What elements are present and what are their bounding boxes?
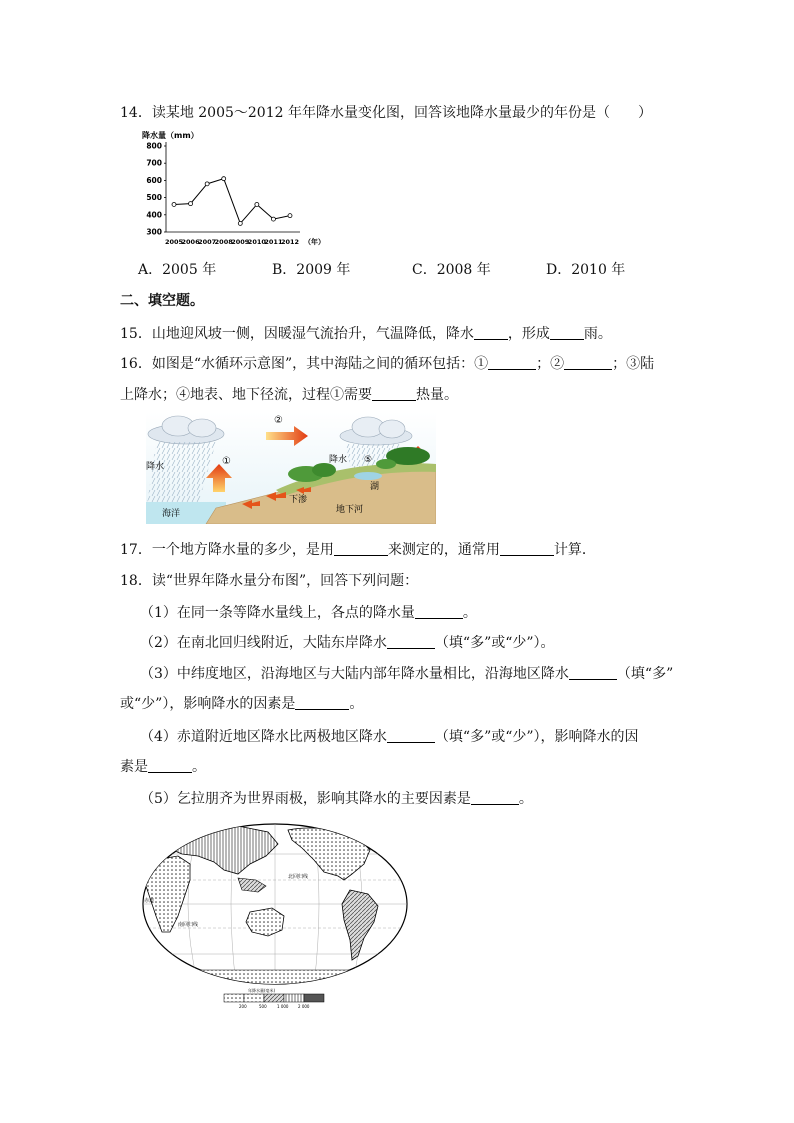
choice-d[interactable]: D．2010 年: [546, 262, 626, 278]
lake-label: 湖: [370, 482, 380, 492]
precipitation-line-chart: [140, 128, 340, 248]
australia: [246, 908, 284, 936]
equator-label: 赤道: [144, 898, 155, 904]
chart-xlabel: （年）: [304, 238, 325, 246]
rain-left-label: 降水: [146, 462, 165, 472]
x-tick-label: 2007: [198, 238, 217, 246]
legend-title: 年降水量(毫米): [248, 988, 276, 993]
q18-s3-cont: 或“少”），影响降水的因素是 。: [120, 696, 364, 712]
choice-b[interactable]: B．2009 年: [272, 262, 351, 278]
q15: 15．山地迎风坡一侧，因暖湿气流抬升，气温降低，降水 ，形成 雨。: [120, 326, 612, 342]
data-point: [205, 182, 209, 186]
series-line: [174, 179, 290, 224]
x-tick-label: 2006: [181, 238, 200, 246]
q14-choices: [138, 259, 658, 279]
legend-value-500: 500: [259, 1004, 267, 1009]
y-tick-label: 700: [146, 158, 162, 168]
antarctica: [138, 970, 412, 990]
x-tick-label: 2009: [231, 238, 250, 246]
y-tick-label: 600: [146, 175, 162, 185]
q14-text: 14．读某地 2005～2012 年年降水量变化图，回答该地降水量最少的年份是（ ）: [120, 105, 652, 121]
x-tick-label: 2012: [280, 238, 300, 246]
q18-text: 18．读“世界年降水量分布图”，回答下列问题：: [120, 573, 419, 589]
data-point: [271, 217, 275, 221]
q18-s2: （2）在南北回归线附近，大陆东岸降水 （填“多”或“少”）。: [140, 635, 555, 651]
y-tick-label: 300: [146, 227, 162, 237]
legend-value-2000: 2 000: [298, 1004, 310, 1009]
q17: 17．一个地方降水量的多少，是用 来测定的，通常用 计算．: [120, 542, 596, 558]
south-tropic-label: 南回归线: [178, 922, 199, 928]
q18-s4-cont: 素是 。: [120, 759, 206, 775]
blank[interactable]: [387, 728, 435, 743]
q18-s3: （3）中纬度地区，沿海地区与大陆内部年降水量相比，沿海地区降水 （填“多”: [140, 666, 674, 682]
y-tick-label: 800: [146, 141, 162, 151]
x-tick-label: 2010: [247, 238, 266, 246]
blank[interactable]: [334, 541, 388, 556]
water-cycle-diagram: [146, 412, 436, 524]
y-tick-label: 500: [146, 193, 162, 203]
y-tick-label: 400: [146, 210, 162, 220]
legend-value-200: 200: [239, 1004, 247, 1009]
blank[interactable]: [372, 386, 416, 401]
num2-label: ②: [274, 415, 283, 426]
x-tick-label: 2008: [214, 238, 233, 246]
blank[interactable]: [550, 325, 584, 340]
blank[interactable]: [387, 634, 435, 649]
blank[interactable]: [488, 355, 536, 370]
q18-s5: （5）乞拉朋齐为世界雨极，影响其降水的主要因素是 。: [140, 791, 533, 807]
underground-river-label: 地下河: [336, 505, 364, 515]
ocean-label: 海洋: [162, 509, 181, 519]
blank[interactable]: [148, 758, 192, 773]
blank[interactable]: [474, 325, 508, 340]
seep-label: 下渗: [289, 495, 308, 505]
data-point: [238, 221, 242, 225]
choice-c[interactable]: C．2008 年: [412, 262, 491, 278]
data-point: [189, 202, 193, 206]
data-point: [255, 202, 259, 206]
chart-ylabel: 降水量（mm）: [142, 131, 199, 140]
north-tropic-label: 北回归线: [288, 874, 309, 880]
blank[interactable]: [295, 695, 349, 710]
data-point: [172, 202, 176, 206]
q18-s1: （1）在同一条等降水量线上，各点的降水量 。: [140, 605, 477, 621]
lake: [354, 472, 382, 480]
map-legend: [224, 987, 324, 1009]
blank[interactable]: [564, 355, 612, 370]
num1-label: ①: [222, 456, 231, 467]
q16-line1: 16．如图是“水循环示意图”，其中海陆之间的循环包括：① ；② ；③陆: [120, 356, 655, 372]
num5-label: ⑤: [364, 455, 373, 465]
rain-right-label: 降水: [329, 455, 348, 465]
world-precipitation-map: [138, 820, 412, 1016]
choice-a[interactable]: A．2005 年: [138, 262, 217, 278]
legend-value-1000: 1 000: [277, 1004, 289, 1009]
q16-line2: 上降水；④地表、地下径流，过程①需要 热量。: [120, 387, 458, 403]
x-tick-label: 2005: [164, 238, 184, 246]
section-title: 二、填空题。: [120, 293, 204, 309]
blank[interactable]: [415, 604, 463, 619]
x-tick-label: 2011: [264, 238, 283, 246]
data-point: [288, 214, 292, 218]
blank[interactable]: [471, 790, 519, 805]
blank[interactable]: [569, 665, 617, 680]
data-point: [222, 177, 226, 181]
q18-s4: （4）赤道附近地区降水比两极地区降水 （填“多”或“少”），影响降水的因: [140, 729, 639, 745]
blank[interactable]: [500, 541, 554, 556]
